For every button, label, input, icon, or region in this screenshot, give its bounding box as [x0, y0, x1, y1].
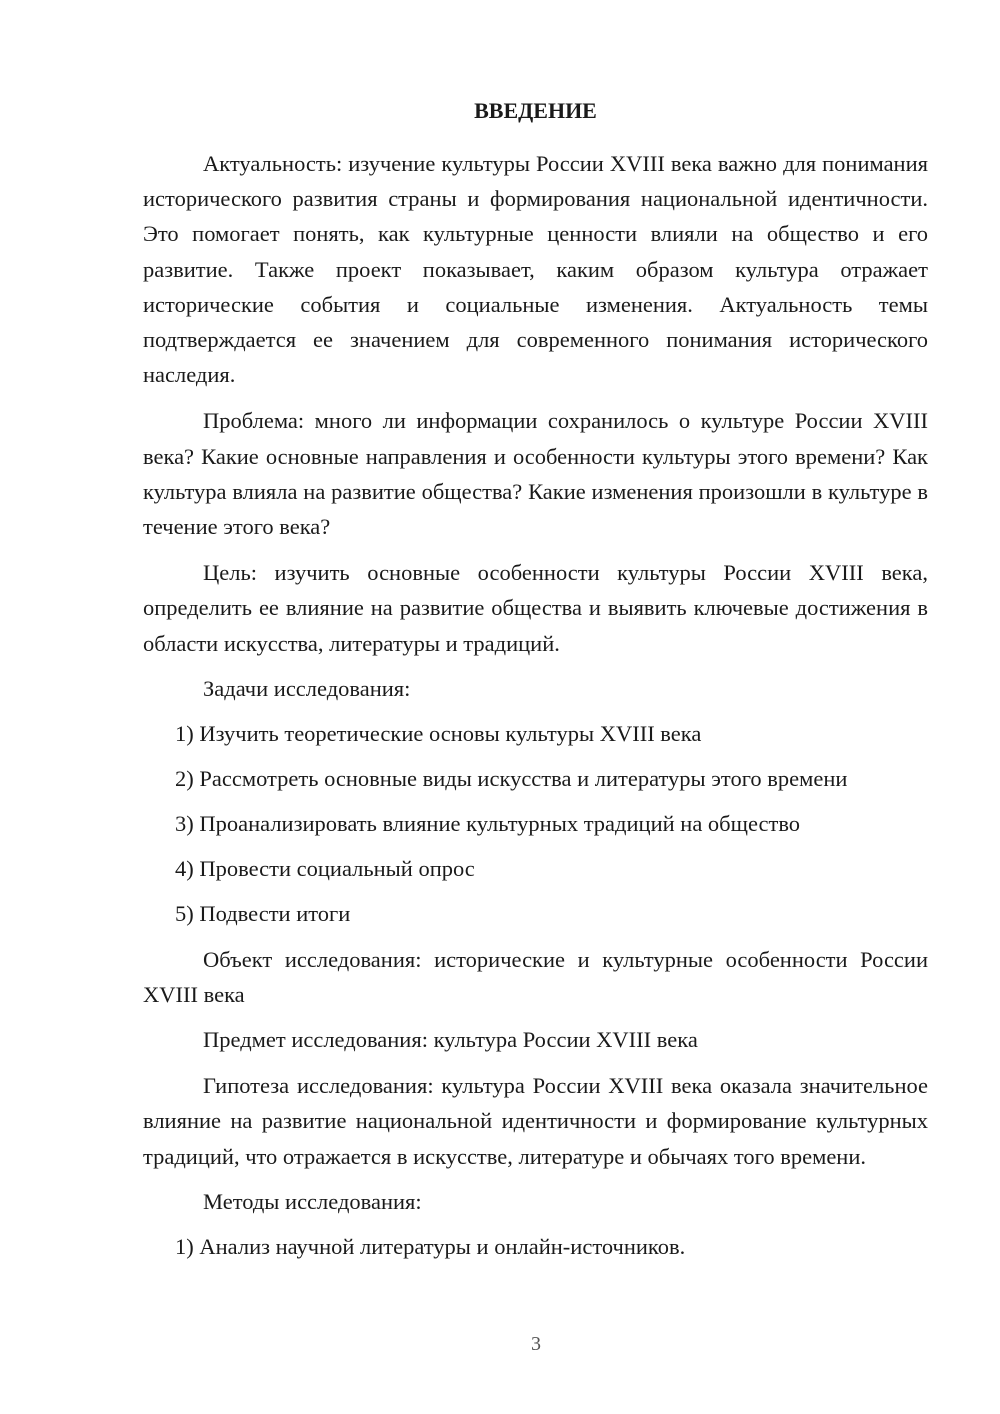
- tasks-heading: Задачи исследования:: [203, 675, 411, 701]
- list-item: 3) Проанализировать влияние культурных традиций на общество: [175, 810, 801, 836]
- goal-paragraph: Цель: изучить основные особенности культуры России XVIII века, определить ее влияние на развитие общества и выявить ключевые достижения в области искусства, литературы и традиций.: [143, 560, 928, 656]
- list-item: 1) Изучить теоретические основы культуры XVIII века: [175, 720, 702, 746]
- object-paragraph: Объект исследования: исторические и культурные особенности России XVIII века: [143, 946, 928, 1008]
- list-item: 4) Провести социальный опрос: [175, 855, 475, 881]
- section-title: ВВЕДЕНИЕ: [474, 98, 597, 123]
- problem-paragraph: Проблема: много ли информации сохранилось о культуре России XVIII века? Какие основные направления и особенности культуры этого времени? Как культура влияла на развитие общества? Какие изменения произошли в культуре в течение этого века?: [143, 408, 928, 540]
- page-number: 3: [531, 1333, 541, 1355]
- page-content: [143, 96, 928, 1264]
- list-item: 1) Анализ научной литературы и онлайн-источников.: [175, 1233, 686, 1259]
- methods-heading: Методы исследования:: [203, 1188, 422, 1214]
- tasks-list: [143, 716, 928, 931]
- hypothesis-paragraph: Гипотеза исследования: культура России XVIII века оказала значительное влияние на развитие национальной идентичности и формирование культурных традиций, что отражается в искусстве, литературе и обычаях того времени.: [143, 1073, 928, 1169]
- list-item: 5) Подвести итоги: [175, 900, 351, 926]
- list-item: 2) Рассмотреть основные виды искусства и литературы этого времени: [175, 765, 848, 791]
- subject-paragraph: Предмет исследования: культура России XVIII века: [203, 1027, 698, 1053]
- methods-list: [143, 1229, 928, 1264]
- relevance-paragraph: Актуальность: изучение культуры России XVIII века важно для понимания исторического развития страны и формирования национальной идентичности. Это помогает понять, как культурные ценности влияли на общество и его развитие. Также проект показывает, каким образом культура отражает исторические события и социальные изменения. Актуальность темы подтверждается ее значением для современного понимания исторического наследия.: [143, 151, 928, 388]
